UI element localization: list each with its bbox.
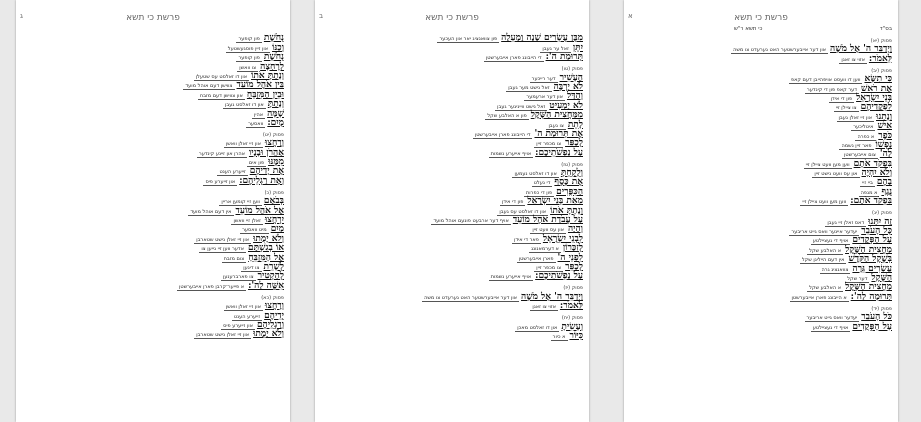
yiddish-translation: צו געבן xyxy=(548,122,564,129)
gloss-row xyxy=(634,103,892,112)
hebrew-word: הַכִּפֻּרִים xyxy=(556,186,583,197)
gloss-row xyxy=(325,130,583,139)
yiddish-translation: א דערמאנונג xyxy=(531,246,559,253)
gloss-row xyxy=(26,197,284,206)
hebrew-word: אַהֲרֹן וּבָנָיו xyxy=(248,147,284,158)
hebrew-word: וְעָשִׂיתָ xyxy=(561,321,583,332)
hebrew-word: מִמֶּנּוּ xyxy=(268,157,284,168)
hebrew-word: עַל נַפְשֹׁתֵיכֶם: xyxy=(535,147,583,158)
yiddish-translation: א כפרה xyxy=(857,133,875,140)
gloss-row xyxy=(325,253,583,262)
yiddish-translation: און דו זאלסט נעמען xyxy=(514,171,557,178)
hebrew-word: וְלֹא יָמֻתוּ xyxy=(253,329,284,340)
hebrew-word: לֹא יַרְבֶּה xyxy=(553,81,583,92)
yiddish-translation: און זיי זאלן וואשן xyxy=(225,304,261,311)
gloss-row xyxy=(634,159,892,168)
gloss-row xyxy=(26,234,284,243)
hebrew-word: כִּיּוֹר xyxy=(569,330,583,341)
hebrew-word: וְרָחֲצוּ xyxy=(264,301,284,312)
gloss-row xyxy=(26,148,284,157)
yiddish-translation: א האלבע שקל xyxy=(809,285,842,292)
hebrew-word: אֶת תְּרוּמַת ה' xyxy=(534,128,583,139)
yiddish-translation: און זיי זאלן נישט שטארבן xyxy=(196,236,250,243)
hebrew-word: לְכַפֵּר xyxy=(565,138,583,149)
gloss-row xyxy=(634,131,892,140)
gloss-row xyxy=(26,158,284,167)
yiddish-translation: זאל נישט מער געבן xyxy=(508,84,550,91)
hebrew-word: תְּרוּמָה לַה': xyxy=(850,291,892,302)
gloss-row xyxy=(325,83,583,92)
gloss-row xyxy=(26,176,284,185)
hebrew-word: מָיִם: xyxy=(267,117,284,128)
gloss-row xyxy=(634,141,892,150)
hebrew-word: כֹּפֶר xyxy=(878,130,892,141)
hebrew-word: וְכַנּוֹ xyxy=(272,42,284,53)
hebrew-word: אֶל הַמִּזְבֵּחַ xyxy=(248,252,284,263)
yiddish-translation: צו מכפר זיין xyxy=(536,141,562,148)
gloss-row xyxy=(26,244,284,253)
yiddish-translation: זאל נישט ווייניגער געבן xyxy=(497,103,546,110)
hebrew-word: יִתֵּן xyxy=(572,42,583,53)
hebrew-word: הַשֶּׁקֶל xyxy=(871,272,892,283)
yiddish-translation: צום מזבח xyxy=(223,255,245,262)
gloss-row xyxy=(634,75,892,84)
hebrew-word: לָתֵת xyxy=(567,119,583,130)
yiddish-translation: און דער אייבערשטער האט גערעדט צו משה xyxy=(424,294,518,301)
hebrew-word: נֶגֶף xyxy=(881,186,892,197)
yiddish-translation: אויף די געציילטע xyxy=(812,238,849,245)
yiddish-translation: אויף אייערע נשמות xyxy=(490,150,532,157)
hebrew-word: עֶשְׂרִים גֵּרָה xyxy=(852,263,892,274)
page-number: ב xyxy=(319,12,324,20)
hebrew-word: בֵּין אֹהֶל מוֹעֵד xyxy=(236,80,284,91)
gloss-row xyxy=(325,111,583,120)
gloss-row xyxy=(26,139,284,148)
yiddish-translation: צו מכפר זיין xyxy=(536,264,562,271)
yiddish-translation: צום אייבערשטן xyxy=(844,152,876,159)
hebrew-word: וַיְדַבֵּר ה' אֶל מֹשֶׁה xyxy=(521,291,583,302)
gloss-row xyxy=(634,322,892,331)
gloss-row xyxy=(634,150,892,159)
gloss-row xyxy=(634,217,892,226)
hebrew-word: וְנָתַתָּ אֹתוֹ xyxy=(550,205,583,216)
yiddish-translation: אויף די געציילטע xyxy=(812,324,849,331)
yiddish-translation: די הייבונג פארן אייבערשטן xyxy=(485,55,542,62)
page-header: פרשת כי תשא xyxy=(734,13,788,23)
gloss-row xyxy=(325,73,583,82)
yiddish-translation: פאר די אידן xyxy=(514,236,539,243)
yiddish-translation: און עס וועט זיין xyxy=(532,227,564,234)
yiddish-translation: פון א האלבע שקל xyxy=(487,113,527,120)
pasuk-heading: פסוק (כ) xyxy=(264,189,284,196)
gloss-row xyxy=(26,225,284,234)
page-number: א xyxy=(628,12,633,20)
yiddish-translation: פאר זיין נשמה xyxy=(841,142,872,149)
pasuk-heading: פסוק (כא) xyxy=(261,294,284,301)
yiddish-translation: מיט וואסער xyxy=(242,227,267,234)
yiddish-translation: און צווישן דעם מזבח xyxy=(199,92,243,99)
yiddish-translation: און דו זאלסט געבן xyxy=(225,102,264,109)
gloss-row xyxy=(26,81,284,90)
yiddish-translation: זייערע הענט xyxy=(219,169,246,176)
yiddish-translation: אויף דער ארבעט פונעם אוהל מועד xyxy=(433,218,509,225)
yiddish-translation: צו דינען xyxy=(243,264,260,271)
gloss-row xyxy=(325,148,583,157)
hebrew-word: וְנָתַתָּ xyxy=(267,99,284,110)
yiddish-translation: די הייבונג פארן אייבערשטן xyxy=(474,131,531,138)
yiddish-translation: פון קופער xyxy=(238,55,260,62)
hebrew-word: בִּפְקֹד אֹתָם xyxy=(853,158,892,169)
yiddish-translation: פון אים xyxy=(248,160,265,167)
hebrew-word: כָּל הָעֹבֵר xyxy=(861,226,892,237)
yiddish-translation: אהין xyxy=(254,111,264,118)
yiddish-translation: און דער אייבערשטער האט גערעדט צו משה xyxy=(733,47,827,54)
gloss-row xyxy=(325,43,583,52)
gloss-row xyxy=(26,263,284,272)
hebrew-word: תְּרוּמַת ה': xyxy=(545,52,583,63)
hebrew-word: לִפְנֵי ה' xyxy=(557,252,583,263)
corner-left-label: כי תשא ר"ש xyxy=(734,26,763,32)
yiddish-translation: ווען מען וועט ציילן זיי xyxy=(805,161,850,168)
yiddish-translation: און דו זאלסט עס שטעלן xyxy=(195,73,248,80)
hebrew-word: אוֹ בְגִשְׁתָּם xyxy=(248,243,284,254)
hebrew-word: לֵּאמֹר: xyxy=(868,53,892,64)
pasuk-heading: פסוק (יט) xyxy=(262,131,284,138)
yiddish-translation: פארן אייבערשטן xyxy=(518,255,554,262)
yiddish-translation: און עס וועט נישט זיין xyxy=(814,171,858,178)
gloss-row xyxy=(634,84,892,93)
gloss-row xyxy=(634,178,892,187)
yiddish-translation: פון צוואנציג יאר און העכער xyxy=(439,36,498,43)
yiddish-translation: און דער ארעמער xyxy=(526,94,563,101)
gloss-row xyxy=(26,253,284,262)
gloss-row xyxy=(634,45,892,54)
yiddish-translation: צו וואשן xyxy=(239,64,257,71)
gloss-row xyxy=(634,169,892,178)
hebrew-word: וְהַדַּל xyxy=(566,91,583,102)
hebrew-word: מִבֶּן עֶשְׂרִים שָׁנָה וָמָעְלָה xyxy=(501,33,583,44)
gloss-row xyxy=(325,34,583,43)
gloss-row xyxy=(634,197,892,206)
pasuk-heading: פסוק (יב) xyxy=(871,67,892,74)
hebrew-word: לִפְקֻדֵיהֶם xyxy=(860,102,892,113)
gloss-row xyxy=(634,122,892,131)
hebrew-word: עַל הַפְּקֻדִים xyxy=(852,321,892,332)
hebrew-word: וְהָיָה xyxy=(567,224,583,235)
page-2 xyxy=(315,0,589,422)
hebrew-word: מַחֲצִית הַשֶּׁקֶל xyxy=(845,282,892,293)
yiddish-translation: א מגפה xyxy=(860,189,878,196)
pasuk-heading: פסוק (יז) xyxy=(563,285,583,292)
yiddish-translation: איטליכער xyxy=(853,124,874,131)
gloss-row xyxy=(634,264,892,273)
hebrew-word: וּבֵין הַמִּזְבֵּחַ xyxy=(246,89,284,100)
yiddish-translation: יעדער וואס גייט אריבער xyxy=(806,315,858,322)
yiddish-translation: אדער ווען זיי גייען צו xyxy=(201,246,244,253)
yiddish-translation: צוואנציג גרה xyxy=(821,266,849,273)
gloss-row xyxy=(325,244,583,253)
gloss-row xyxy=(325,225,583,234)
yiddish-translation: א הייבונג פארן אייבערשטן xyxy=(791,294,847,301)
gloss-row xyxy=(26,321,284,330)
hebrew-word: וְרָחֲצוּ xyxy=(264,138,284,149)
hebrew-word: וַיְדַבֵּר ה' אֶל מֹשֶׁה xyxy=(830,44,892,55)
yiddish-translation: פון קופער xyxy=(238,36,260,43)
yiddish-translation: פון די כפרות xyxy=(526,189,553,196)
pasuk-heading: פסוק (טז) xyxy=(561,161,583,168)
hebrew-word: עַל עֲבֹדַת אֹהֶל מוֹעֵד xyxy=(512,215,583,226)
gloss-row xyxy=(26,302,284,311)
gloss-row xyxy=(26,43,284,52)
pasuk-heading: פסוק (יח) xyxy=(561,315,583,322)
pasuk-heading: פסוק (טו) xyxy=(561,66,583,73)
hebrew-word: בָהֶם xyxy=(876,177,892,188)
yiddish-translation: און דו זאלסט מאכן xyxy=(517,324,558,331)
hebrew-word: בִּפְקֹד אֹתָם: xyxy=(850,196,892,207)
yiddish-translation: אין דעם הייליגן שקל xyxy=(801,257,845,264)
gloss-row xyxy=(26,90,284,99)
yiddish-translation: און דו זאלסט עס געבן xyxy=(499,208,547,215)
hebrew-word: לְכַפֵּר xyxy=(565,261,583,272)
yiddish-translation: און זיי זאלן געבן xyxy=(838,114,873,121)
pasuk-heading: פסוק (יג) xyxy=(872,210,892,217)
yiddish-translation: זייערע הענט xyxy=(233,313,261,320)
gloss-row xyxy=(634,112,892,121)
gloss-row xyxy=(26,206,284,215)
gloss-row xyxy=(26,119,284,128)
yiddish-translation: די געלט xyxy=(533,180,551,187)
hebrew-word: הֶעָשִׁיר xyxy=(559,72,583,83)
yiddish-translation: פון די אידן xyxy=(501,199,524,206)
hebrew-word: אֶת כֶּסֶף xyxy=(554,177,583,188)
hebrew-word: וְרַגְלֵיהֶם xyxy=(256,319,284,330)
hebrew-word: יְדֵיהֶם xyxy=(264,310,284,321)
yiddish-translation: פון די אידן xyxy=(830,95,853,102)
hebrew-word: לֵּאמֹר: xyxy=(559,301,583,312)
gloss-row xyxy=(26,109,284,118)
hebrew-word: שָׁמָּה xyxy=(267,108,284,119)
hebrew-word: אֶת רֹאשׁ xyxy=(861,83,892,94)
yiddish-translation: און זיי זאלן נישט שטארבן xyxy=(196,332,250,339)
gloss-row xyxy=(325,322,583,331)
hebrew-word: כֹּל הָעֹבֵר xyxy=(861,312,892,323)
yiddish-translation: און זייערע פיס xyxy=(205,178,236,185)
page-1 xyxy=(624,0,898,422)
hebrew-word: כִּי תִשָּׂא xyxy=(864,74,892,85)
yiddish-translation: און זייערע פיס xyxy=(223,322,253,329)
gloss-row xyxy=(26,272,284,281)
yiddish-translation: ווען דו וועסט אויפהייבן דעם קאפ xyxy=(790,77,861,84)
yiddish-translation: אין דעם אוהל מועד xyxy=(190,208,232,215)
pasuk-heading: פסוק (יד) xyxy=(871,305,892,312)
hebrew-word: וְלָקַחְתָּ xyxy=(560,168,583,179)
gloss-row xyxy=(26,216,284,225)
pasuk-heading: פסוק (יא) xyxy=(870,38,892,44)
yiddish-translation: דער רייכער xyxy=(531,75,556,82)
hebrew-word: אִישׁ xyxy=(877,121,892,132)
page-header: פרשת כי תשא xyxy=(425,13,479,23)
yiddish-translation: וואסער xyxy=(248,120,264,127)
gloss-row xyxy=(634,54,892,63)
hebrew-word: וְנָתַתָּ אֹתוֹ xyxy=(251,70,284,81)
page-body xyxy=(16,34,290,339)
yiddish-translation: אזוי צו זאגן xyxy=(841,56,865,63)
yiddish-translation: אזוי צו זאגן xyxy=(532,304,556,311)
hebrew-word: נְחֹשֶׁת xyxy=(263,33,284,44)
hebrew-word: אֶל אֹהֶל מוֹעֵד xyxy=(235,205,284,216)
hebrew-word: מֵאֵת בְּנֵי יִשְׂרָאֵל xyxy=(527,196,583,207)
yiddish-translation: א כיור xyxy=(552,333,566,340)
hebrew-word: לְרָחְצָה xyxy=(260,61,284,72)
gloss-row xyxy=(325,272,583,281)
corner-right-label: בס"ד xyxy=(879,26,892,32)
gloss-row xyxy=(325,139,583,148)
hebrew-word: בְּנֵי יִשְׂרָאֵל xyxy=(856,92,892,103)
gloss-row xyxy=(325,169,583,178)
hebrew-word: בְּבֹאָם xyxy=(263,196,284,207)
hebrew-word: נַפְשׁוֹ xyxy=(875,139,892,150)
yiddish-translation: און זיין פוסגעשטעל xyxy=(227,45,269,52)
hebrew-word: יִרְחֲצוּ xyxy=(264,215,284,226)
page-body xyxy=(624,34,898,332)
yiddish-translation: זאל ער געבן xyxy=(542,45,569,52)
gloss-row xyxy=(26,281,284,290)
gloss-row xyxy=(26,311,284,320)
hebrew-word: לֹא יַמְעִיט xyxy=(549,100,583,111)
gloss-row xyxy=(634,236,892,245)
hebrew-word: וְנָתְנוּ xyxy=(876,111,892,122)
gloss-row xyxy=(325,292,583,301)
hebrew-word: וְאֶת רַגְלֵיהֶם: xyxy=(239,175,284,186)
hebrew-word: נְחֹשֶׁת xyxy=(263,52,284,63)
gloss-row xyxy=(325,53,583,62)
yiddish-translation: ווען זיי קומען אריין xyxy=(221,199,260,206)
gloss-row xyxy=(634,255,892,264)
yiddish-translation: צו ציילן זיי xyxy=(835,105,857,112)
gloss-row xyxy=(325,234,583,243)
hebrew-word: לִבְנֵי יִשְׂרָאֵל xyxy=(542,233,583,244)
gloss-row xyxy=(325,302,583,311)
gloss-row xyxy=(26,330,284,339)
hebrew-word: אִשֶּׁה לַה': xyxy=(248,280,284,291)
yiddish-translation: א האלבע שקל xyxy=(809,247,842,254)
yiddish-translation: דאס זאלן זיי געבן xyxy=(827,219,865,226)
gloss-row xyxy=(634,283,892,292)
gloss-row xyxy=(325,332,583,341)
gloss-row xyxy=(26,34,284,43)
gloss-row xyxy=(325,216,583,225)
yiddish-translation: צווישן דעם אוהל מועד xyxy=(185,83,233,90)
hebrew-word: זֶה יִתְּנוּ xyxy=(868,216,892,227)
page-number: ג xyxy=(20,12,23,20)
yiddish-translation: זאלן זיי וואשן xyxy=(233,218,261,225)
yiddish-translation: אהרן און זיינע קינדער xyxy=(198,150,245,157)
gloss-row xyxy=(634,292,892,301)
hebrew-word: עַל נַפְשֹׁתֵיכֶם: xyxy=(535,271,583,282)
page-3 xyxy=(16,0,290,422)
page-header: פרשת כי תשא xyxy=(126,13,180,23)
hebrew-word: אֶת יְדֵיהֶם xyxy=(249,166,284,177)
yiddish-translation: צו פארברענען xyxy=(223,274,254,281)
hebrew-word: מַחֲצִית הַשֶּׁקֶל xyxy=(845,244,892,255)
gloss-row xyxy=(325,197,583,206)
gloss-row xyxy=(634,313,892,322)
yiddish-translation: אויף אייערע נשמות xyxy=(490,274,532,281)
hebrew-word: מִמַּחֲצִית הַשָּׁקֶל xyxy=(530,110,583,121)
hebrew-word: וְלֹא יָמֻתוּ xyxy=(253,233,284,244)
hebrew-word: לַה' xyxy=(879,149,892,160)
yiddish-translation: און זיי זאלן וואשן xyxy=(225,141,261,148)
gloss-row xyxy=(26,100,284,109)
yiddish-translation: א פייער־קרבן פארן אייבערשטן xyxy=(178,283,245,290)
hebrew-word: מַיִם xyxy=(270,224,284,235)
yiddish-translation: דער קאפ פון די קינדער xyxy=(806,86,858,93)
yiddish-translation: ביי זיי xyxy=(862,180,873,187)
gloss-row xyxy=(26,62,284,71)
hebrew-word: לְשָׁרֵת xyxy=(263,261,284,272)
gloss-row xyxy=(634,94,892,103)
yiddish-translation: דער שקל xyxy=(847,275,868,282)
yiddish-translation: יעדער איינער וואס גייט אריבער xyxy=(791,229,858,236)
hebrew-word: לְהַקְטִיר xyxy=(257,271,284,282)
gloss-row xyxy=(26,53,284,62)
gloss-row xyxy=(325,92,583,101)
yiddish-translation: ווען מען וועט ציילן זיי xyxy=(802,199,847,206)
hebrew-word: עַל הַפְּקֻדִים xyxy=(852,235,892,246)
hebrew-word: וְלֹא יִהְיֶה xyxy=(861,168,892,179)
hebrew-word: בְּשֶׁקֶל הַקֹּדֶשׁ xyxy=(848,254,892,265)
hebrew-word: לְזִכָּרוֹן xyxy=(562,243,583,254)
gloss-row xyxy=(325,178,583,187)
page-body xyxy=(315,34,589,341)
